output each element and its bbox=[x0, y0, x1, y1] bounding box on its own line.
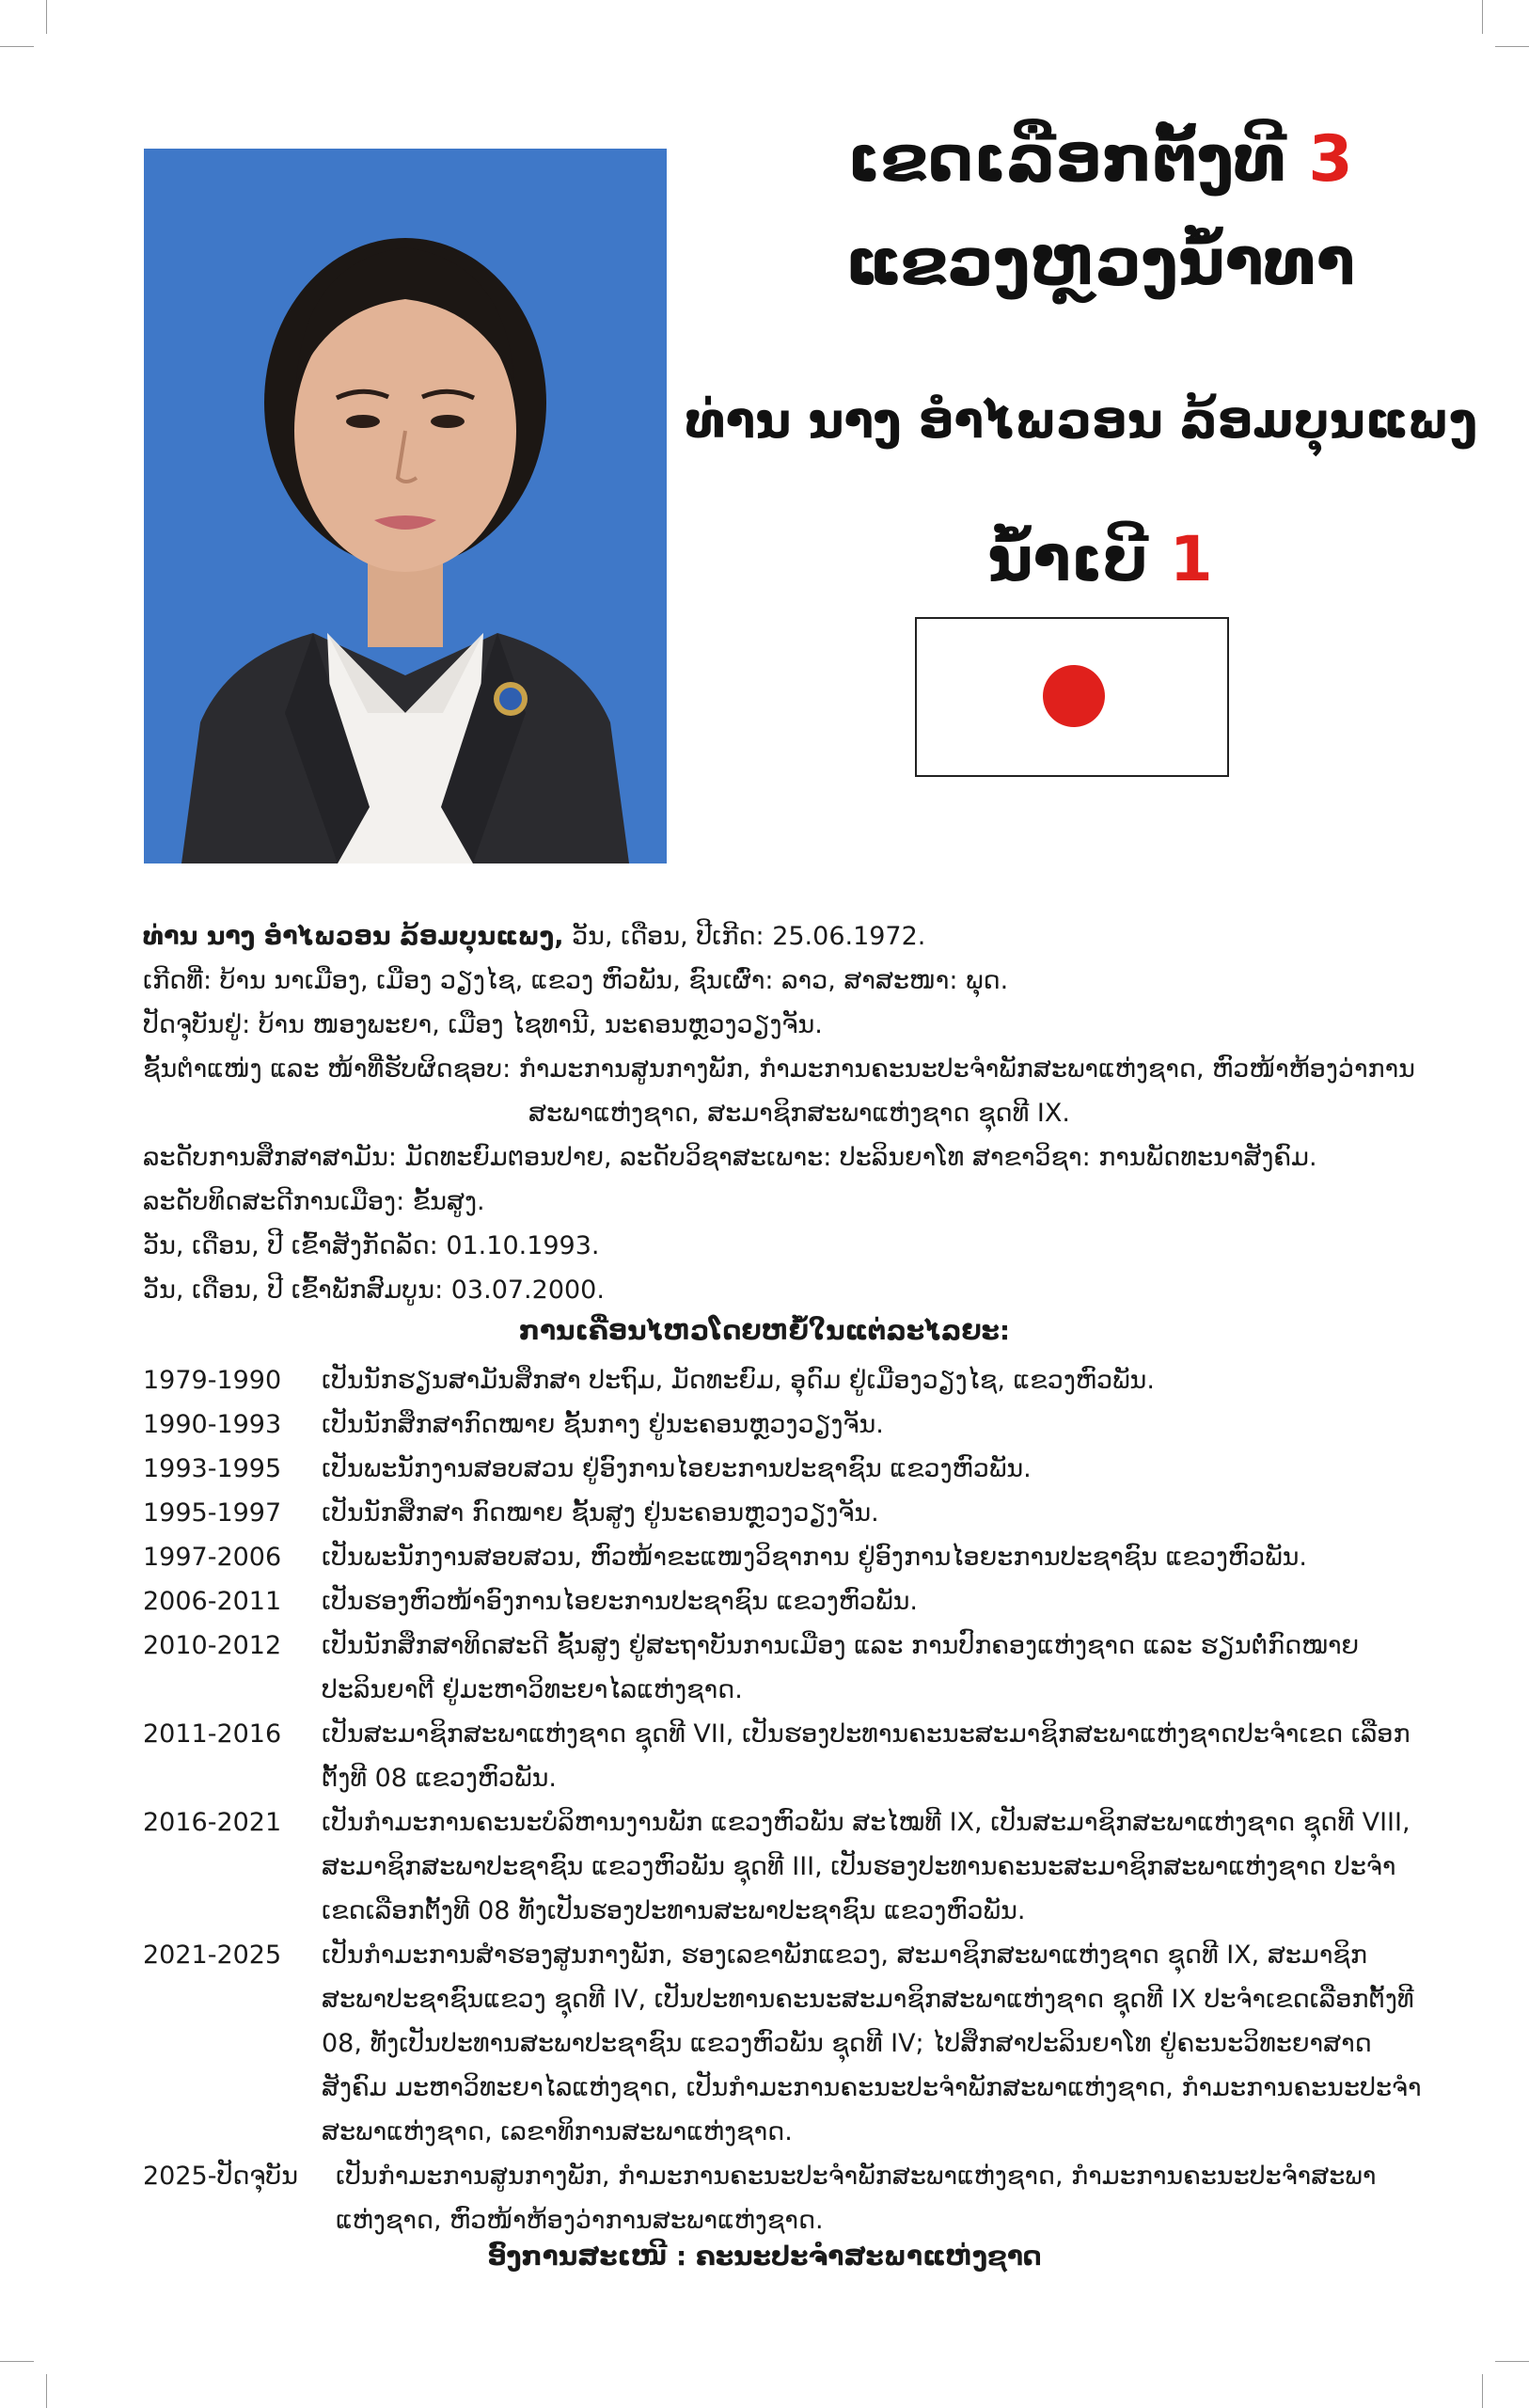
career-period: 1979-1990 bbox=[143, 1366, 282, 1395]
career-period: 1993-1995 bbox=[143, 1454, 282, 1483]
career-text: ເປັນນັກສຶກສາກົດໝາຍ ຊັ້ນກາງ ຢູ່ນະຄອນຫຼວງວຽງຈັນ. bbox=[322, 1410, 884, 1439]
district-label: ເຂດເລືອກຕັ້ງທີ bbox=[847, 122, 1286, 197]
info-revolution-date: ວັນ, ເດືອນ, ປີ ເຂົ້າສັງກັດລັດ: 01.10.1993. bbox=[143, 1231, 600, 1260]
career-row bbox=[143, 1579, 1422, 1624]
career-period: 2025-ປັດຈຸບັນ bbox=[143, 2162, 299, 2191]
career-row bbox=[143, 1358, 1422, 1402]
career-text: ເປັນພະນັກງານສອບສວນ ຢູ່ອົງການໄອຍະການປະຊາຊົນ ແຂວງຫົວພັນ. bbox=[322, 1454, 1032, 1483]
career-text: ເປັນກຳມະການສູນກາງພັກ, ກຳມະການຄະນະປະຈຳພັກສະພາແຫ່ງຊາດ, ກຳມະການຄະນະປະຈຳສະພາແຫ່ງຊາດ, ຫົວໜ້າຫ້ອງວ່າການສະພາແຫ່ງຊາດ. bbox=[336, 2162, 1377, 2235]
career-period: 1995-1997 bbox=[143, 1498, 282, 1528]
career-text: ເປັນພະນັກງານສອບສວນ, ຫົວໜ້າຂະແໜງວິຊາການ ຢູ່ອົງການໄອຍະການປະຊາຊົນ ແຂວງຫົວພັນ. bbox=[322, 1543, 1307, 1572]
info-birthplace: ເກີດທີ່: ບ້ານ ນາເມືອງ, ເມືອງ ວຽງໄຊ, ແຂວງ ຫົວພັນ, ຊົນເຜົ່າ: ລາວ, ສາສະໜາ: ພຸດ. bbox=[143, 966, 1009, 995]
info-political-theory: ລະດັບທິດສະດີການເມືອງ: ຂັ້ນສູງ. bbox=[143, 1187, 485, 1216]
district-number: 3 bbox=[1308, 122, 1353, 197]
career-text: ເປັນນັກສຶກສາ ກົດໝາຍ ຊັ້ນສູງ ຢູ່ນະຄອນຫຼວງວຽງຈັນ. bbox=[322, 1498, 879, 1528]
info-education: ລະດັບການສຶກສາສາມັນ: ມັດທະຍົມຕອນປາຍ, ລະດັບວິຊາສະເພາະ: ປະລິນຍາໂທ ສາຂາວິຊາ: ການພັດທະນາສັງຄົມ. bbox=[143, 1143, 1317, 1172]
career-text: ເປັນນັກສຶກສາທິດສະດີ ຊັ້ນສູງ ຢູ່ສະຖາບັນການເມືອງ ແລະ ການປົກຄອງແຫ່ງຊາດ ແລະ ຮຽນຕໍ່ກົດໝາຍ ປະລິນຍາຕີ ຢູ່ມະຫາວິທະຍາໄລແຫ່ງຊາດ. bbox=[322, 1631, 1360, 1704]
career-period: 1990-1993 bbox=[143, 1410, 282, 1439]
career-text: ເປັນຮອງຫົວໜ້າອົງການໄອຍະການປະຊາຊົນ ແຂວງຫົວພັນ. bbox=[322, 1587, 918, 1616]
ballot-symbol-box bbox=[915, 617, 1229, 777]
candidate-portrait bbox=[144, 149, 667, 863]
career-row bbox=[143, 1712, 1422, 1800]
career-list bbox=[143, 1358, 1422, 2242]
crop-mark bbox=[46, 0, 47, 34]
career-row bbox=[143, 1800, 1422, 1933]
info-party-date: ວັນ, ເດືອນ, ປີ ເຂົ້າພັກສົມບູນ: 03.07.2000. bbox=[143, 1275, 605, 1305]
portrait-illustration bbox=[144, 149, 667, 863]
career-row bbox=[143, 2154, 1422, 2242]
info-residence: ປັດຈຸບັນຢູ່: ບ້ານ ໜອງພະຍາ, ເມືອງ ໄຊທານີ, ນະຄອນຫຼວງວຽງຈັນ. bbox=[143, 1010, 823, 1039]
info-positions-cont: ສະພາແຫ່ງຊາດ, ສະມາຊິກສະພາແຫ່ງຊາດ ຊຸດທີ IX. bbox=[528, 1099, 1070, 1128]
crop-mark bbox=[46, 2374, 47, 2408]
career-period: 1997-2006 bbox=[143, 1543, 282, 1572]
career-row bbox=[143, 1447, 1422, 1491]
ballot-number: 1 bbox=[1169, 523, 1213, 595]
career-text: ເປັນກຳມະການຄະນະບໍລິຫານງານພັກ ແຂວງຫົວພັນ ສະໄໝທີ IX, ເປັນສະມາຊິກສະພາແຫ່ງຊາດ ຊຸດທີ VIII, ສະມາຊິກສະພາປະຊາຊົນ ແຂວງຫົວພັນ ຊຸດທີ III, ເປັນຮອງປະທານຄະນະສະມາຊິກສະພາແຫ່ງຊາດ ປະຈຳເຂດເລືອກຕັ້ງທີ 08 ທັງເປັນຮອງປະທານສະພາປະຊາຊົນ ແຂວງຫົວພັນ. bbox=[322, 1808, 1411, 1925]
info-name: ທ່ານ ນາງ ອຳໄພວອນ ລ້ອມບຸນແພງ, bbox=[143, 922, 564, 951]
province-heading: ແຂວງຫຼວງນ້ຳທາ bbox=[844, 226, 1356, 300]
ballot-label: ນ້ຳເບີ bbox=[987, 523, 1148, 595]
personal-info bbox=[143, 914, 1422, 1312]
info-line-name bbox=[143, 914, 1422, 958]
crop-mark bbox=[1495, 46, 1529, 47]
career-period: 2021-2025 bbox=[143, 1941, 282, 1970]
career-row bbox=[143, 1624, 1422, 1712]
career-row bbox=[143, 1535, 1422, 1579]
red-circle-icon bbox=[1043, 665, 1105, 727]
career-row bbox=[143, 1933, 1422, 2154]
crop-mark bbox=[1482, 0, 1483, 34]
proposing-organization: ອົງການສະເໜີ : ຄະນະປະຈຳສະພາແຫ່ງຊາດ bbox=[487, 2241, 1042, 2272]
info-birth: ວັນ, ເດືອນ, ປີເກີດ: 25.06.1972. bbox=[563, 922, 926, 951]
career-text: ເປັນກຳມະການສຳຮອງສູນກາງພັກ, ຮອງເລຂາພັກແຂວງ, ສະມາຊິກສະພາແຫ່ງຊາດ ຊຸດທີ IX, ສະມາຊິກສະພາປະຊາຊົນແຂວງ ຊຸດທີ IV, ເປັນປະທານຄະນະສະມາຊິກສະພາແຫ່ງຊາດ ຊຸດທີ IX ປະຈຳເຂດເລືອກຕັ້ງທີ 08, ທັງເປັນປະທານສະພາປະຊາຊົນ ແຂວງຫົວພັນ ຊຸດທີ IV; ໄປສຶກສາປະລິນຍາໂທ ຢູ່ຄະນະວິທະຍາສາດສັງຄົມ ມະຫາວິທະຍາໄລແຫ່ງຊາດ, ເປັນກຳມະການຄະນະປະຈຳພັກສະພາແຫ່ງຊາດ, ກຳມະການຄະນະປະຈຳສະພາແຫ່ງຊາດ, ເລຂາທິການສະພາແຫ່ງຊາດ. bbox=[322, 1941, 1422, 2147]
ballot-number-heading bbox=[724, 523, 1476, 595]
candidate-name-heading: ທ່ານ ນາງ ອຳໄພວອນ ລ້ອມບຸນແພງ bbox=[685, 393, 1478, 450]
career-period: 2010-2012 bbox=[143, 1631, 282, 1660]
electoral-district-heading bbox=[724, 122, 1476, 197]
career-period: 2006-2011 bbox=[143, 1587, 282, 1616]
career-text: ເປັນນັກຮຽນສາມັນສຶກສາ ປະຖົມ, ມັດທະຍົມ, ອຸດົມ ຢູ່ເມືອງວຽງໄຊ, ແຂວງຫົວພັນ. bbox=[322, 1366, 1155, 1395]
career-period: 2011-2016 bbox=[143, 1719, 282, 1749]
career-period: 2016-2021 bbox=[143, 1808, 282, 1837]
career-text: ເປັນສະມາຊິກສະພາແຫ່ງຊາດ ຊຸດທີ VII, ເປັນຮອງປະທານຄະນະສະມາຊິກສະພາແຫ່ງຊາດປະຈຳເຂດ ເລືອກຕັ້ງທີ 08 ແຂວງຫົວພັນ. bbox=[322, 1719, 1411, 1793]
career-row bbox=[143, 1491, 1422, 1535]
info-positions: ຊັ້ນຕຳແໜ່ງ ແລະ ໜ້າທີ່ຮັບຜິດຊອບ: ກຳມະການສູນກາງພັກ, ກຳມະການຄະນະປະຈຳພັກສະພາແຫ່ງຊາດ, ຫົວໜ້າຫ້ອງວ່າການ bbox=[143, 1054, 1415, 1084]
crop-mark bbox=[1482, 2374, 1483, 2408]
career-row bbox=[143, 1402, 1422, 1447]
career-section-title: ການເຄື່ອນໄຫວໂດຍຫຍໍ້ໃນແຕ່ລະໄລຍະ: bbox=[518, 1315, 1011, 1346]
crop-mark bbox=[0, 2361, 34, 2362]
crop-mark bbox=[1495, 2361, 1529, 2362]
crop-mark bbox=[0, 46, 34, 47]
